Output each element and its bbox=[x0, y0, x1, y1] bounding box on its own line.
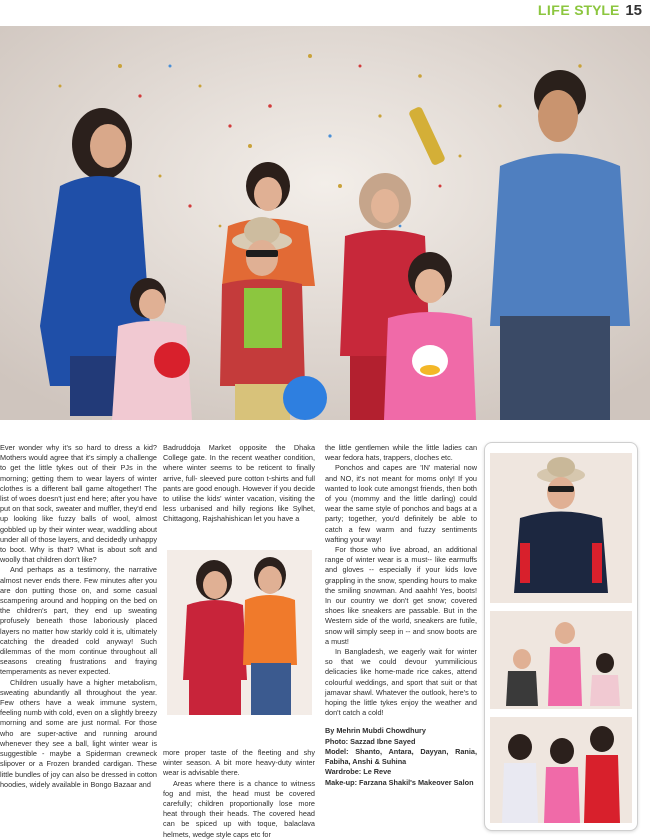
paragraph: In Bangladesh, we eagerly wait for winter so that we could devour yummilicious delicacies like home-made rice cakes, attend colourful weddings, and sport that suit or that jamavar shawl. Whatever the outlook, here's to hoping the little tykes enjoy the weather and don't catch a cold! bbox=[325, 647, 477, 718]
inset-photo bbox=[167, 550, 312, 715]
inset-illustration bbox=[167, 550, 312, 715]
masthead-style: STYLE bbox=[574, 2, 620, 18]
article-column-2-bottom bbox=[163, 748, 315, 840]
paragraph: Areas where there is a chance to witness fog and mist, the head must be covered carefully; children proportionally lose more heat through their heads. The covered head can be spiced up with toque, balaclava helmets, wedge style caps etc for bbox=[163, 778, 315, 839]
paragraph: Ever wonder why it's so hard to dress a kid? Mothers would agree that it's simply a challenge to get the little tykes out of their PJs in the morning; getting them to wear layers of winter clothes is a different ball game altogether! The list of woes doesn't just end here; after you have put on that sock, sweater and muffler, they'd end up looking like fuzzy balls of wool, almost gobbled up by their winter wear, waddling about under all of those layers, and decidedly unhappy to boot. Why is that? What is about soft and woolly that children don't like? bbox=[0, 443, 157, 565]
hero-photo bbox=[0, 26, 650, 420]
paragraph: Badruddoja Market opposite the Dhaka College gate. In the recent weather condition, where winter seems to be reticent to finally arrive, full- sleeved pure cotton t-shirts and full pants are good enough. However if you decide to utilise the kids' winter vacation, visiting the less urbanised and hilly regions like Sylhet, Chittagong, Rajshahishican let you have a bbox=[163, 443, 315, 524]
photo-sidebar bbox=[484, 442, 638, 831]
article-column-3 bbox=[325, 443, 477, 788]
credits bbox=[325, 726, 477, 787]
sidebar-photo-3 bbox=[490, 717, 632, 823]
paragraph: Ponchos and capes are 'IN' material now and NO, it's not meant for moms only! If you wanted to look cute amongst friends, then both of you (mommy and the little darling) could wear the same style of ponchos and bags at a party; together, you'd definitely be able to catch a few warm and fuzzy sentiments wafting your way! bbox=[325, 463, 477, 544]
sidebar-illustration-2 bbox=[490, 611, 632, 709]
article-column-1 bbox=[0, 443, 157, 790]
paragraph: the little gentlemen while the little ladies can wear fedora hats, trappers, cloches etc. bbox=[325, 443, 477, 463]
hero-illustration bbox=[0, 26, 650, 420]
paragraph: more proper taste of the fleeting and shy winter season. A bit more heavy-duty winter wear is advisable there. bbox=[163, 748, 315, 778]
credit-wardrobe: Wardrobe: Le Reve bbox=[325, 767, 392, 777]
paragraph: For those who live abroad, an additional range of winter wear is a must-- like earmuffs and gloves -- especially if your kids love grappling in the snow, spending hours to make the smiling snowman. And aaahh! Yes, boots! In our country we don't get snow; covered shoes like sneakers are passable. But in the Western side of the world, sneakers are futile, snow will simply seep in -- and snow boots are a must! bbox=[325, 545, 477, 646]
masthead-life: LIFE bbox=[537, 2, 571, 18]
sidebar-photo-1 bbox=[490, 453, 632, 603]
credit-makeup: Make-up: Farzana Shakil's Makeover Salon bbox=[325, 777, 474, 787]
page-number: 15 bbox=[625, 1, 642, 19]
sidebar-illustration-1 bbox=[490, 453, 632, 603]
credit-author: By Mehrin Mubdi Chowdhury bbox=[325, 726, 426, 736]
paragraph: And perhaps as a testimony, the narrative almost never ends there. Few minutes after you are don putting those on, and some casual scampering around and hopping on the bed on the children's part, they end up sweating profusely beneath those laboriously placed layers no matter how starkly cold it is, ultimately catching the dreaded cold anyway! Such dilemmas of the mom continue throughout all seasons creating frustrations and fraying temperaments as never expected. bbox=[0, 565, 157, 677]
masthead bbox=[538, 0, 642, 20]
sidebar-illustration-3 bbox=[490, 717, 632, 823]
sidebar-photo-2 bbox=[490, 611, 632, 709]
credit-photo: Photo: Sazzad Ibne Sayed bbox=[325, 736, 416, 746]
paragraph: Children usually have a higher metabolism, sweating abundantly all throughout the year. Few others have a weak immune system, feeling numb with cold, even on a slightly breezy morning and some are just normal. For those who are super-active and running around whenever they see a ball, light winter wear is suggestible - maybe a Spiderman crewneck slipover or a Frozen branded cardigan. These little bundles of joy can also be dressed in cotton hoodies, widely available in Bongo Bazaar and bbox=[0, 677, 157, 789]
article-column-2-top bbox=[163, 443, 315, 525]
credit-model: Model: Shanto, Antara, Dayyan, Rania, Fabiha, Anshi & Suhina bbox=[325, 746, 477, 767]
